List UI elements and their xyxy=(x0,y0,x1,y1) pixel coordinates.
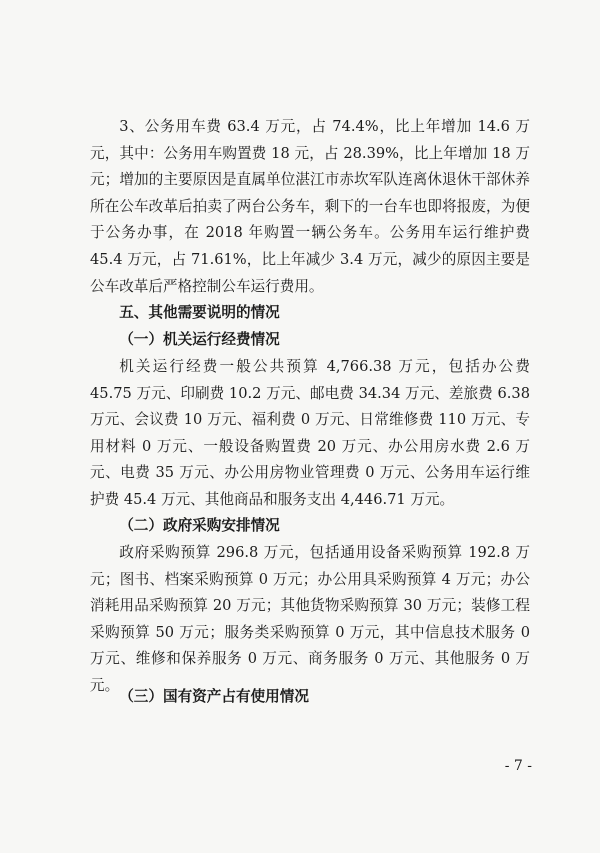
section-5-title: 五、其他需要说明的情况 xyxy=(119,304,280,321)
subsection-2-title: （二）政府采购安排情况 xyxy=(119,517,280,534)
vehicle-cost-paragraph: 3、公务用车费 63.4 万元，占 74.4%，比上年增加 14.6 万元，其中：公务用车购置费 18 元，占 28.39%，比上年增加 18 万元；增加的主要原因是直属单位湛江市赤坎军队连离休退休干部休养所在公车改革后拍卖了两台公务车，剩下的一台车也即将报废，为便于公务办事，在 2018 年购置一辆公务车。公务用车运行维护费 45.4 万元，占 71.61%，比上年减少 3.4 万元，减少的原因主要是公车改革后严格控制公车运行费用。 xyxy=(90,118,530,295)
subsection-3-title: （三）国有资产占有使用情况 xyxy=(119,688,309,705)
subsection-1-title: （一）机关运行经费情况 xyxy=(119,331,280,348)
subsection-1-text: 机关运行经费一般公共预算 4,766.38 万元，包括办公费 45.75 万元、印刷费 10.2 万元、邮电费 34.34 万元、差旅费 6.38 万元、会议费 10 万元、福利费 0 万元、日常维修费 110 万元、专用材料 0 万元、一般设备购置费 20 万元、办公用房水费 2.6 万元、电费 35 万元、办公用房物业管理费 0 万元、公务用车运行维护费 45.4 万元、其他商品和服务支出 4,446.71 万元。 xyxy=(90,358,530,508)
page-number: - 7 - xyxy=(504,758,532,774)
subsection-2-text: 政府采购预算 296.8 万元，包括通用设备采购预算 192.8 万元；图书、档案采购预算 0 万元；办公用具采购预算 4 万元；办公消耗用品采购预算 20 万元；其他货物采购预算 30 万元；装修工程采购预算 50 万元；服务类采购预算 0 万元，其中信息技术服务 0 万元、维修和保养服务 0 万元、商务服务 0 万元、其他服务 0 万元。 xyxy=(90,544,530,694)
